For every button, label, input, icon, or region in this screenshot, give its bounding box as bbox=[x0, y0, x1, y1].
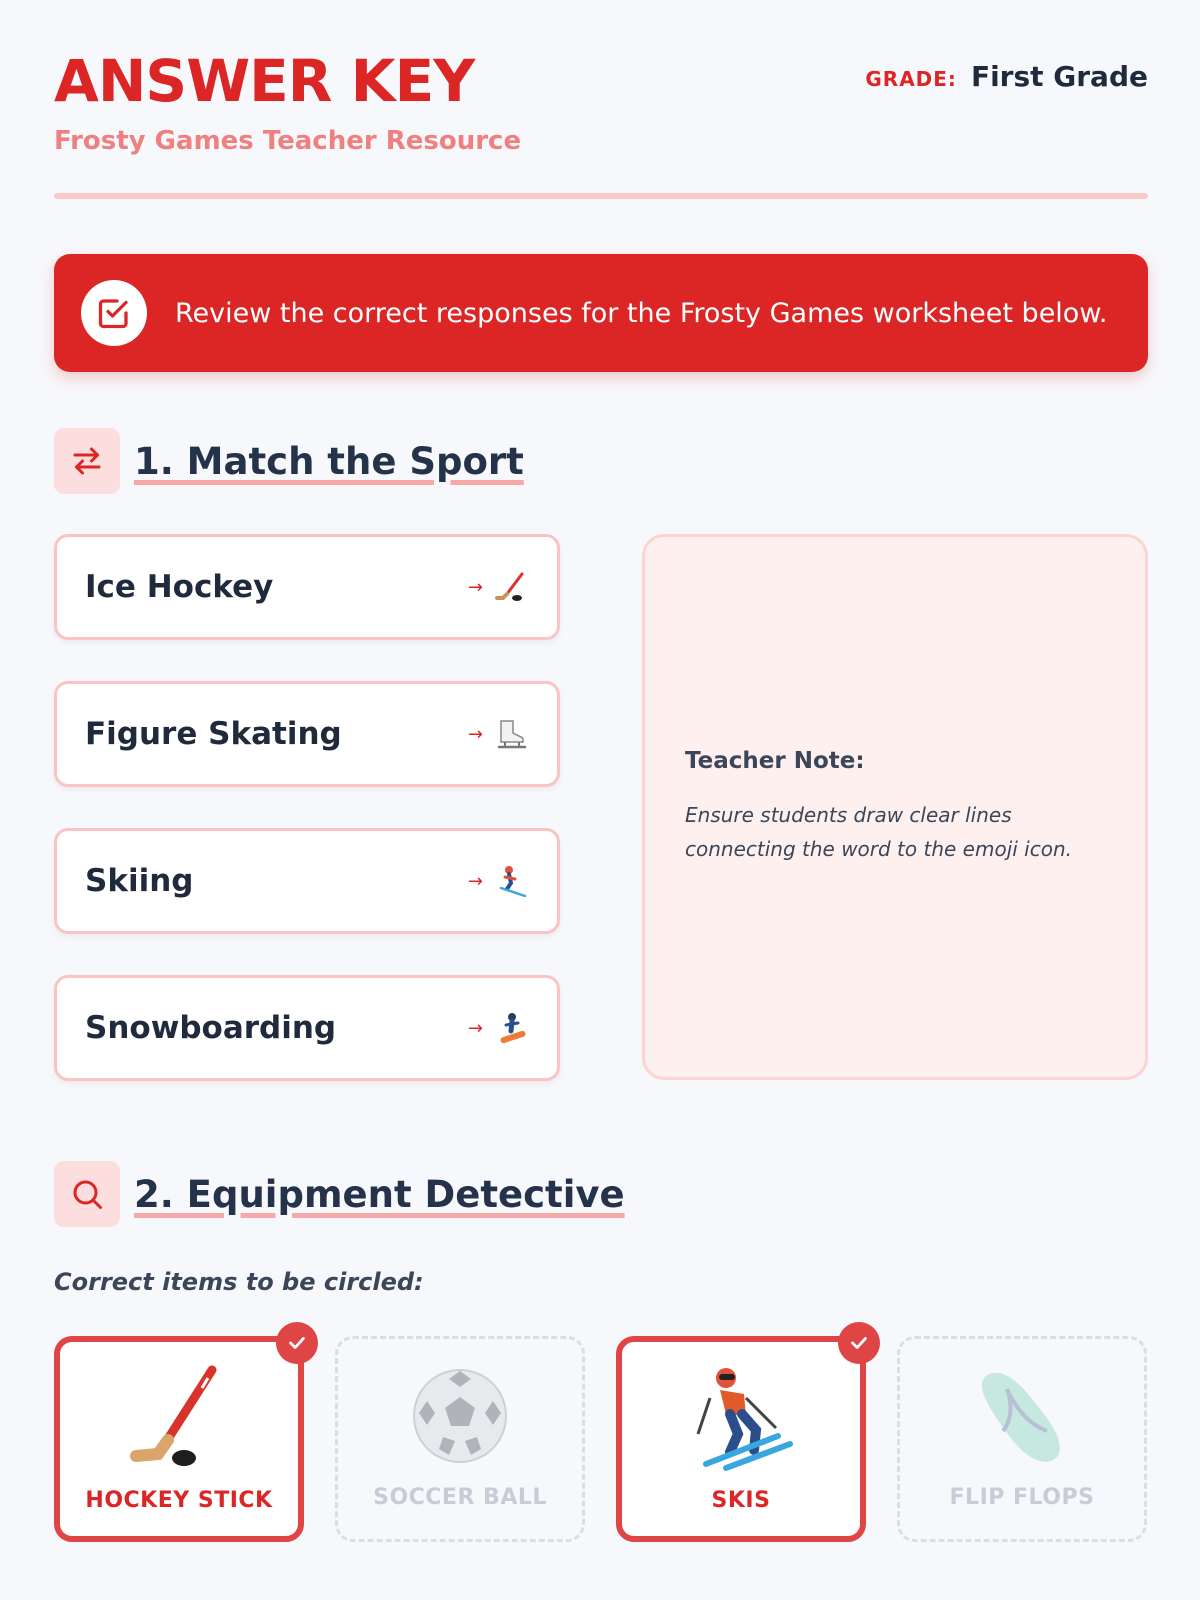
hockey-stick-icon bbox=[495, 570, 529, 604]
hockey-stick-icon bbox=[124, 1364, 234, 1474]
arrow-right-icon: → bbox=[467, 1017, 483, 1039]
section-match-title: 1. Match the Sport bbox=[134, 439, 524, 483]
section-equipment-title: 2. Equipment Detective bbox=[134, 1172, 625, 1216]
teacher-note bbox=[642, 534, 1148, 1080]
teacher-note-title: Teacher Note: bbox=[685, 748, 865, 774]
equipment-instruction: Correct items to be circled: bbox=[54, 1268, 424, 1296]
header bbox=[54, 47, 1148, 202]
section-match-heading bbox=[54, 428, 524, 494]
equipment-card bbox=[335, 1336, 585, 1542]
soccer-ball-icon bbox=[405, 1361, 515, 1471]
magnifier-icon bbox=[54, 1161, 120, 1227]
ice-skate-icon bbox=[495, 717, 529, 751]
skier-icon bbox=[686, 1364, 796, 1474]
arrow-right-icon: → bbox=[467, 870, 483, 892]
checkbox-icon bbox=[81, 280, 147, 346]
match-item-label: Snowboarding bbox=[85, 1010, 337, 1046]
match-item bbox=[54, 534, 560, 640]
match-item bbox=[54, 681, 560, 787]
flip-flop-icon bbox=[967, 1361, 1077, 1471]
equipment-label: HOCKEY STICK bbox=[85, 1488, 273, 1513]
equipment-label: SOCCER BALL bbox=[373, 1485, 547, 1510]
teacher-note-text: Ensure students draw clear lines connecting the word to the emoji icon. bbox=[685, 803, 1072, 861]
grade-value: First Grade bbox=[970, 60, 1148, 93]
equipment-card bbox=[54, 1336, 304, 1542]
arrow-right-icon: → bbox=[467, 576, 483, 598]
page-subtitle: Frosty Games Teacher Resource bbox=[54, 126, 522, 156]
answer-key-page bbox=[54, 0, 1148, 1600]
match-item-label: Ice Hockey bbox=[85, 569, 274, 605]
page-title: ANSWER KEY bbox=[54, 47, 475, 115]
section-equipment-heading bbox=[54, 1161, 625, 1227]
match-item-label: Figure Skating bbox=[85, 716, 342, 752]
grade-label: GRADE: bbox=[865, 67, 957, 91]
banner-text: Review the correct responses for the Frosty Games worksheet below. bbox=[175, 297, 1108, 329]
checkmark-icon bbox=[838, 1322, 880, 1364]
snowboarder-icon bbox=[495, 1011, 529, 1045]
instruction-banner bbox=[54, 254, 1148, 372]
grade-info bbox=[865, 60, 1148, 93]
skier-icon bbox=[495, 864, 529, 898]
header-divider bbox=[54, 193, 1148, 199]
arrow-right-icon: → bbox=[467, 723, 483, 745]
match-item-label: Skiing bbox=[85, 863, 194, 899]
match-item bbox=[54, 828, 560, 934]
equipment-label: FLIP FLOPS bbox=[949, 1485, 1095, 1510]
swap-arrows-icon bbox=[54, 428, 120, 494]
equipment-card bbox=[616, 1336, 866, 1542]
equipment-card bbox=[897, 1336, 1147, 1542]
equipment-label: SKIS bbox=[711, 1488, 771, 1513]
checkmark-icon bbox=[276, 1322, 318, 1364]
match-item bbox=[54, 975, 560, 1081]
